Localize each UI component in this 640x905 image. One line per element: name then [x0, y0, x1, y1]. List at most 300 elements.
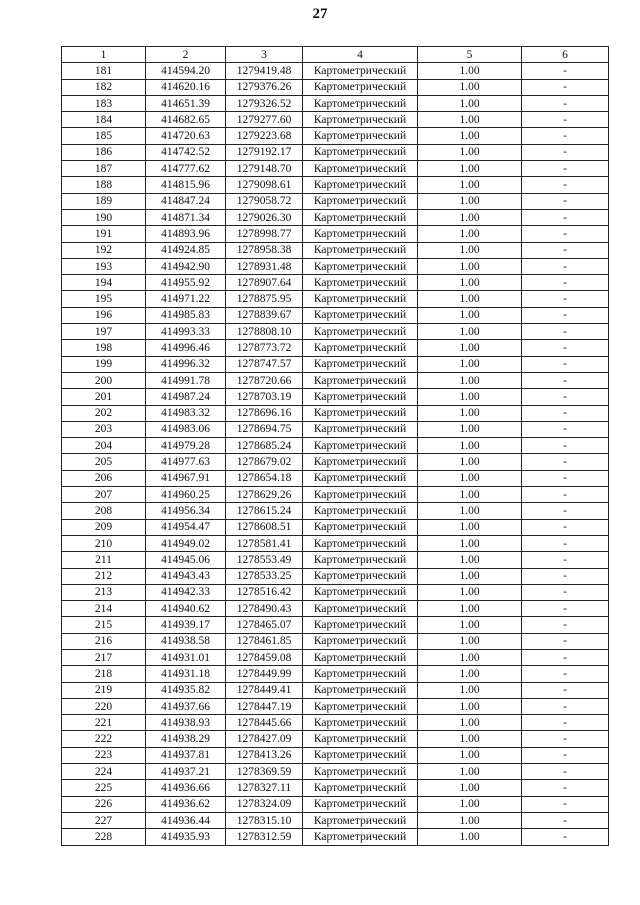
table-cell: 206	[62, 470, 146, 486]
table-cell: 414594.20	[146, 63, 226, 79]
table-cell: Картометрический	[303, 372, 418, 388]
table-cell: 1278608.51	[226, 519, 303, 535]
table-cell: 414777.62	[146, 161, 226, 177]
table-cell: Картометрический	[303, 633, 418, 649]
table-row	[62, 128, 609, 144]
table-cell: 1.00	[418, 193, 522, 209]
table-cell: 414971.22	[146, 291, 226, 307]
table-cell: 1278413.26	[226, 747, 303, 763]
table-cell: 215	[62, 617, 146, 633]
table-cell: Картометрический	[303, 177, 418, 193]
table-row	[62, 731, 609, 747]
table-row	[62, 226, 609, 242]
table-row	[62, 421, 609, 437]
table-cell: 1278447.19	[226, 698, 303, 714]
table-cell: -	[522, 747, 609, 763]
table-cell: 213	[62, 584, 146, 600]
table-cell: Картометрический	[303, 421, 418, 437]
table-cell: 1278516.42	[226, 584, 303, 600]
table-cell: 1.00	[418, 519, 522, 535]
table-cell: -	[522, 177, 609, 193]
table-cell: 414938.58	[146, 633, 226, 649]
table-cell: -	[522, 812, 609, 828]
table-cell: 1279419.48	[226, 63, 303, 79]
table-row	[62, 112, 609, 128]
table-cell: Картометрический	[303, 112, 418, 128]
table-cell: 1.00	[418, 780, 522, 796]
table-cell: Картометрический	[303, 601, 418, 617]
table-cell: Картометрический	[303, 470, 418, 486]
column-header: 1	[62, 47, 146, 63]
table-row	[62, 324, 609, 340]
table-cell: 1279026.30	[226, 209, 303, 225]
table-cell: Картометрический	[303, 617, 418, 633]
table-row	[62, 144, 609, 160]
table-cell: 201	[62, 389, 146, 405]
column-header: 4	[303, 47, 418, 63]
table-row	[62, 633, 609, 649]
table-cell: 1278629.26	[226, 487, 303, 503]
table-cell: 414937.66	[146, 698, 226, 714]
table-cell: -	[522, 389, 609, 405]
table-cell: 414945.06	[146, 552, 226, 568]
table-cell: 414940.62	[146, 601, 226, 617]
table-cell: 1278694.75	[226, 421, 303, 437]
table-row	[62, 552, 609, 568]
table-cell: Картометрический	[303, 356, 418, 372]
table-row	[62, 454, 609, 470]
table-cell: 1278720.66	[226, 372, 303, 388]
table-cell: 414987.24	[146, 389, 226, 405]
table-cell: 224	[62, 764, 146, 780]
table-cell: -	[522, 649, 609, 665]
table-cell: Картометрический	[303, 731, 418, 747]
table-row	[62, 291, 609, 307]
table-cell: 210	[62, 535, 146, 551]
table-cell: 1278369.59	[226, 764, 303, 780]
table-cell: 191	[62, 226, 146, 242]
table-cell: -	[522, 682, 609, 698]
table-cell: Картометрический	[303, 307, 418, 323]
table-row	[62, 193, 609, 209]
table-cell: -	[522, 405, 609, 421]
header-row	[62, 47, 609, 63]
table-cell: 1278615.24	[226, 503, 303, 519]
table-cell: 414956.34	[146, 503, 226, 519]
table-cell: 1.00	[418, 291, 522, 307]
table-cell: -	[522, 275, 609, 291]
table-cell: 217	[62, 649, 146, 665]
table-cell: Картометрический	[303, 63, 418, 79]
table-row	[62, 812, 609, 828]
table-cell: 414977.63	[146, 454, 226, 470]
table-cell: Картометрический	[303, 161, 418, 177]
table-cell: 181	[62, 63, 146, 79]
table-cell: 1278773.72	[226, 340, 303, 356]
table-row	[62, 307, 609, 323]
table-cell: Картометрический	[303, 209, 418, 225]
table-row	[62, 715, 609, 731]
table-cell: Картометрический	[303, 405, 418, 421]
table-cell: -	[522, 356, 609, 372]
table-row	[62, 796, 609, 812]
table-cell: -	[522, 144, 609, 160]
table-cell: 1278685.24	[226, 438, 303, 454]
table-cell: 1278315.10	[226, 812, 303, 828]
table-cell: -	[522, 829, 609, 845]
table-cell: -	[522, 421, 609, 437]
table-cell: 1.00	[418, 258, 522, 274]
table-row	[62, 405, 609, 421]
table-cell: 1.00	[418, 79, 522, 95]
table-cell: -	[522, 731, 609, 747]
table-cell: Картометрический	[303, 715, 418, 731]
table-row	[62, 698, 609, 714]
table-cell: 1279223.68	[226, 128, 303, 144]
table-cell: 414931.18	[146, 666, 226, 682]
table-cell: 1279326.52	[226, 95, 303, 111]
table-cell: Картометрический	[303, 487, 418, 503]
table-row	[62, 682, 609, 698]
table-row	[62, 79, 609, 95]
table-cell: 414893.96	[146, 226, 226, 242]
table-cell: -	[522, 95, 609, 111]
table-cell: -	[522, 519, 609, 535]
table-cell: 199	[62, 356, 146, 372]
table-cell: Картометрический	[303, 682, 418, 698]
table-row	[62, 666, 609, 682]
table-cell: Картометрический	[303, 438, 418, 454]
table-cell: -	[522, 63, 609, 79]
table-cell: 212	[62, 568, 146, 584]
table-cell: -	[522, 193, 609, 209]
table-cell: 228	[62, 829, 146, 845]
table-cell: 1.00	[418, 275, 522, 291]
table-cell: -	[522, 568, 609, 584]
table-cell: 1278445.66	[226, 715, 303, 731]
table-cell: 414938.93	[146, 715, 226, 731]
table-cell: 414937.81	[146, 747, 226, 763]
table-cell: -	[522, 340, 609, 356]
table-cell: 414936.62	[146, 796, 226, 812]
table-cell: 222	[62, 731, 146, 747]
table-cell: 1.00	[418, 633, 522, 649]
table-cell: 200	[62, 372, 146, 388]
table-cell: 1278679.02	[226, 454, 303, 470]
table-row	[62, 584, 609, 600]
table-cell: 1.00	[418, 356, 522, 372]
table-cell: 1.00	[418, 144, 522, 160]
table-cell: -	[522, 324, 609, 340]
table-cell: 216	[62, 633, 146, 649]
table-cell: 1.00	[418, 405, 522, 421]
table-cell: 414935.82	[146, 682, 226, 698]
table-cell: 207	[62, 487, 146, 503]
table-cell: 188	[62, 177, 146, 193]
table-row	[62, 747, 609, 763]
table-cell: 195	[62, 291, 146, 307]
table-cell: Картометрический	[303, 747, 418, 763]
table-row	[62, 340, 609, 356]
table-cell: 414936.44	[146, 812, 226, 828]
table-cell: Картометрический	[303, 503, 418, 519]
table-row	[62, 649, 609, 665]
table-row	[62, 95, 609, 111]
table-cell: 182	[62, 79, 146, 95]
table-row	[62, 275, 609, 291]
table-cell: 1.00	[418, 226, 522, 242]
table-cell: -	[522, 764, 609, 780]
table-cell: 1.00	[418, 747, 522, 763]
table-cell: Картометрический	[303, 584, 418, 600]
table-cell: Картометрический	[303, 812, 418, 828]
table-cell: 208	[62, 503, 146, 519]
table-row	[62, 209, 609, 225]
table-cell: -	[522, 503, 609, 519]
table-cell: 1278931.48	[226, 258, 303, 274]
table-cell: Картометрический	[303, 764, 418, 780]
table-row	[62, 161, 609, 177]
table-row	[62, 617, 609, 633]
table-cell: 226	[62, 796, 146, 812]
table-cell: 414943.43	[146, 568, 226, 584]
table-cell: 1278907.64	[226, 275, 303, 291]
table-cell: 198	[62, 340, 146, 356]
table-row	[62, 829, 609, 845]
table-cell: 414942.33	[146, 584, 226, 600]
table-cell: 187	[62, 161, 146, 177]
table-row	[62, 568, 609, 584]
table-cell: -	[522, 128, 609, 144]
table-row	[62, 764, 609, 780]
table-cell: 186	[62, 144, 146, 160]
table-cell: Картометрический	[303, 291, 418, 307]
table-cell: Картометрический	[303, 568, 418, 584]
table-cell: 220	[62, 698, 146, 714]
table-cell: 1.00	[418, 209, 522, 225]
table-cell: Картометрический	[303, 242, 418, 258]
table-cell: 414983.32	[146, 405, 226, 421]
table-row	[62, 242, 609, 258]
table-cell: 1.00	[418, 63, 522, 79]
table-cell: 1278465.07	[226, 617, 303, 633]
table-cell: 223	[62, 747, 146, 763]
table-cell: Картометрический	[303, 144, 418, 160]
table-body	[62, 63, 609, 845]
table-cell: 1.00	[418, 601, 522, 617]
table-cell: -	[522, 601, 609, 617]
table-cell: 202	[62, 405, 146, 421]
table-cell: 1.00	[418, 617, 522, 633]
table-cell: Картометрический	[303, 454, 418, 470]
page-number: 27	[312, 6, 328, 22]
table-cell: 203	[62, 421, 146, 437]
table-cell: 1279376.26	[226, 79, 303, 95]
table-cell: 1.00	[418, 470, 522, 486]
table-row	[62, 519, 609, 535]
table-cell: 414960.25	[146, 487, 226, 503]
table-cell: 414871.34	[146, 209, 226, 225]
table-cell: 1.00	[418, 454, 522, 470]
table-cell: 1.00	[418, 161, 522, 177]
table-cell: 1278998.77	[226, 226, 303, 242]
table-cell: 211	[62, 552, 146, 568]
table-cell: -	[522, 617, 609, 633]
table-cell: Картометрический	[303, 340, 418, 356]
table-cell: 1.00	[418, 796, 522, 812]
table-cell: 1279192.17	[226, 144, 303, 160]
table-row	[62, 63, 609, 79]
table-cell: 225	[62, 780, 146, 796]
table-cell: 1279058.72	[226, 193, 303, 209]
table-cell: -	[522, 780, 609, 796]
table-cell: 1278808.10	[226, 324, 303, 340]
table-cell: 414949.02	[146, 535, 226, 551]
table-cell: 1.00	[418, 242, 522, 258]
table-cell: 414996.32	[146, 356, 226, 372]
table-cell: 190	[62, 209, 146, 225]
table-cell: -	[522, 633, 609, 649]
table-cell: Картометрический	[303, 552, 418, 568]
table-cell: 204	[62, 438, 146, 454]
table-cell: 1.00	[418, 421, 522, 437]
table-cell: 1.00	[418, 682, 522, 698]
table-row	[62, 389, 609, 405]
table-cell: 1278958.38	[226, 242, 303, 258]
table-cell: Картометрический	[303, 79, 418, 95]
table-cell: 194	[62, 275, 146, 291]
table-cell: -	[522, 584, 609, 600]
table-cell: 1.00	[418, 552, 522, 568]
table-cell: 414991.78	[146, 372, 226, 388]
table-row	[62, 780, 609, 796]
table-cell: 414939.17	[146, 617, 226, 633]
column-header: 2	[146, 47, 226, 63]
table-cell: 219	[62, 682, 146, 698]
table-row	[62, 258, 609, 274]
table-cell: 1.00	[418, 389, 522, 405]
table-cell: 414931.01	[146, 649, 226, 665]
table-cell: Картометрический	[303, 128, 418, 144]
table-cell: -	[522, 209, 609, 225]
table-cell: Картометрический	[303, 324, 418, 340]
table-cell: 414938.29	[146, 731, 226, 747]
table-cell: 1279098.61	[226, 177, 303, 193]
table-cell: 1279148.70	[226, 161, 303, 177]
table-cell: 1.00	[418, 584, 522, 600]
table-cell: 1278312.59	[226, 829, 303, 845]
table-cell: 1.00	[418, 666, 522, 682]
table-cell: 1.00	[418, 324, 522, 340]
table-cell: -	[522, 112, 609, 128]
table-cell: Картометрический	[303, 519, 418, 535]
table-cell: Картометрический	[303, 796, 418, 812]
table-cell: -	[522, 552, 609, 568]
table-row	[62, 503, 609, 519]
column-header: 5	[418, 47, 522, 63]
table-cell: 1.00	[418, 128, 522, 144]
table-cell: 192	[62, 242, 146, 258]
table-cell: -	[522, 226, 609, 242]
table-cell: 1.00	[418, 503, 522, 519]
table-cell: 193	[62, 258, 146, 274]
table-cell: 189	[62, 193, 146, 209]
table-cell: 227	[62, 812, 146, 828]
table-cell: 1278459.08	[226, 649, 303, 665]
table-cell: 1.00	[418, 568, 522, 584]
table-cell: 221	[62, 715, 146, 731]
table-cell: -	[522, 258, 609, 274]
table-row	[62, 177, 609, 193]
table-cell: 185	[62, 128, 146, 144]
table-cell: 414620.16	[146, 79, 226, 95]
table-cell: 1278427.09	[226, 731, 303, 747]
table-cell: -	[522, 372, 609, 388]
table-cell: 205	[62, 454, 146, 470]
table-cell: 1278449.41	[226, 682, 303, 698]
table-row	[62, 438, 609, 454]
table-cell: Картометрический	[303, 698, 418, 714]
table-cell: Картометрический	[303, 226, 418, 242]
table-cell: -	[522, 161, 609, 177]
table-row	[62, 470, 609, 486]
table-cell: 414937.21	[146, 764, 226, 780]
table-cell: 1278696.16	[226, 405, 303, 421]
table-cell: 1278449.99	[226, 666, 303, 682]
table-cell: 1.00	[418, 438, 522, 454]
table-cell: 414993.33	[146, 324, 226, 340]
table-cell: 1278747.57	[226, 356, 303, 372]
table-cell: 1.00	[418, 372, 522, 388]
table-cell: 414979.28	[146, 438, 226, 454]
table-cell: 414682.65	[146, 112, 226, 128]
table-cell: Картометрический	[303, 275, 418, 291]
table-cell: 209	[62, 519, 146, 535]
column-header: 6	[522, 47, 609, 63]
table-cell: 1.00	[418, 812, 522, 828]
table-cell: 1.00	[418, 177, 522, 193]
table-cell: 414983.06	[146, 421, 226, 437]
table-cell: 414985.83	[146, 307, 226, 323]
coordinates-table	[61, 46, 609, 846]
table-cell: Картометрический	[303, 535, 418, 551]
table-cell: 1.00	[418, 112, 522, 128]
table-cell: -	[522, 454, 609, 470]
table-cell: 1278490.43	[226, 601, 303, 617]
table-cell: Картометрический	[303, 666, 418, 682]
table-cell: 414967.91	[146, 470, 226, 486]
table-cell: 414954.47	[146, 519, 226, 535]
table-cell: 184	[62, 112, 146, 128]
table-cell: 1278839.67	[226, 307, 303, 323]
table-cell: 414936.66	[146, 780, 226, 796]
table-row	[62, 535, 609, 551]
table-cell: -	[522, 79, 609, 95]
table-cell: 1278327.11	[226, 780, 303, 796]
table-cell: -	[522, 307, 609, 323]
table-cell: 1278654.18	[226, 470, 303, 486]
column-header: 3	[226, 47, 303, 63]
table-cell: 1278461.85	[226, 633, 303, 649]
table-cell: 1.00	[418, 649, 522, 665]
table-cell: 414720.63	[146, 128, 226, 144]
table-row	[62, 372, 609, 388]
table-cell: 414955.92	[146, 275, 226, 291]
table-cell: -	[522, 242, 609, 258]
table-cell: Картометрический	[303, 258, 418, 274]
table-cell: 1.00	[418, 764, 522, 780]
table-cell: 1278581.41	[226, 535, 303, 551]
